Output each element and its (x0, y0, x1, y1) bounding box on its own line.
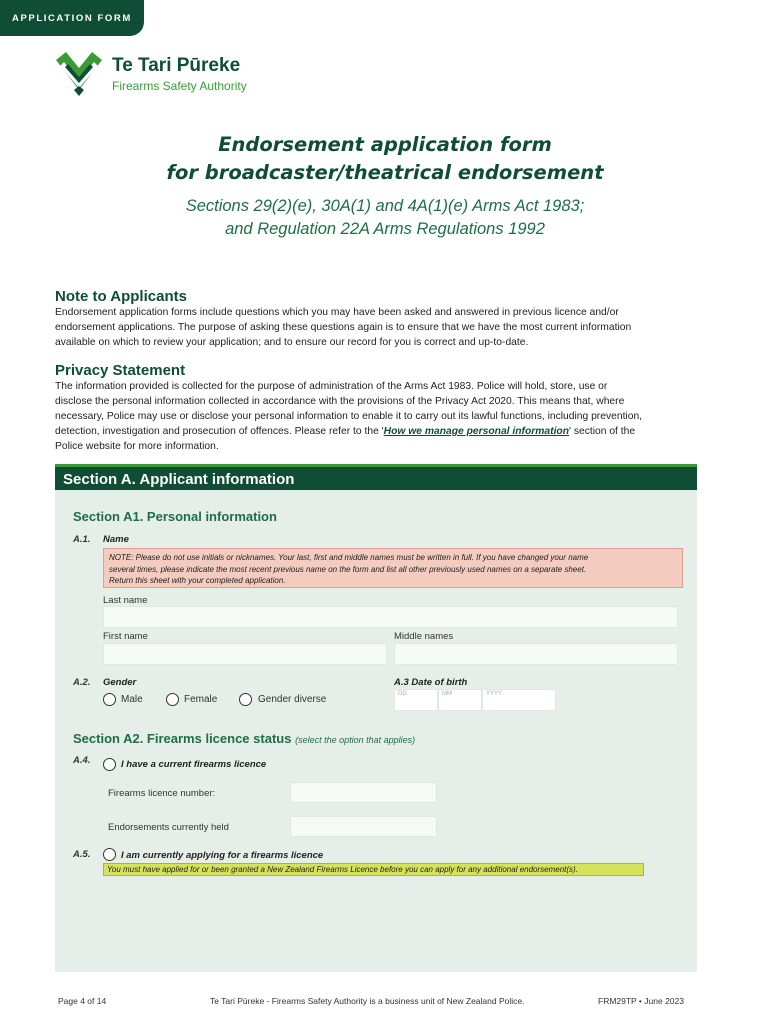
gender-label: Gender (103, 677, 137, 688)
dob-day-field[interactable]: DD (394, 689, 438, 711)
form-subtitle-line1: Sections 29(2)(e), 30A(1) and 4A(1)(e) Arms Act 1983; (185, 197, 585, 215)
footer-organisation: Te Tari Pūreke - Firearms Safety Authority is a business unit of New Zealand Police. (210, 996, 525, 1006)
section-a1-heading: Section A1. Personal information (73, 509, 277, 524)
endorsements-held-field[interactable] (290, 816, 437, 837)
note-to-applicants-heading: Note to Applicants (55, 288, 187, 305)
gender-female-label: Female (184, 694, 218, 705)
question-a1-number: A.1. (73, 534, 91, 545)
licence-number-label: Firearms licence number: (108, 788, 216, 799)
applying-licence-radio[interactable] (103, 848, 116, 861)
first-name-field[interactable] (103, 643, 387, 665)
section-a-heading: Section A. Applicant information (55, 464, 697, 490)
question-a5-number: A.5. (73, 849, 91, 860)
current-licence-radio[interactable] (103, 758, 116, 771)
name-label: Name (103, 534, 129, 545)
form-title-line1: Endorsement application form (218, 133, 552, 156)
middle-names-label: Middle names (394, 631, 454, 642)
current-licence-label: I have a current firearms licence (121, 759, 267, 770)
brand-subtitle: Firearms Safety Authority (112, 79, 247, 93)
endorsements-held-label: Endorsements currently held (108, 822, 229, 833)
section-a2-hint: (select the option that applies) (295, 735, 416, 745)
gender-male-radio[interactable] (103, 693, 116, 706)
gender-female-radio[interactable] (166, 693, 179, 706)
privacy-statement-text: The information provided is collected for the purpose of administration of the Arms Act 1983. Police will hold, store, use or disclose the personal information collected in accordance with the provisions of the Privacy Act 2020. This means that, where necessary, Police may use or disclose your personal information to enable it to carry out its lawful functions, including prevention, detection, investigation and prosecution of offences. Please refer to the 'How we manage personal information' section of the Police website for more information. (55, 381, 643, 452)
form-title-line2: for broadcaster/theatrical endorsement (166, 161, 604, 184)
last-name-field[interactable] (103, 606, 678, 628)
last-name-label: Last name (103, 595, 148, 606)
gender-diverse-radio[interactable] (239, 693, 252, 706)
licence-number-field[interactable] (290, 782, 437, 803)
name-note: NOTE: Please do not use initials or nicknames. Your last, first and middle names must be written in full. If you have changed your name several times, please indicate the most recent previous name on the form and list all other previously used names on a separate sheet. Return this sheet with your completed application. (103, 548, 683, 588)
footer-page-number: Page 4 of 14 (58, 996, 107, 1006)
firearms-authority-logo-icon (54, 50, 104, 98)
middle-names-field[interactable] (394, 643, 678, 665)
gender-diverse-label: Gender diverse (258, 694, 327, 705)
question-a2-number: A.2. (73, 677, 91, 688)
question-a4-number: A.4. (73, 755, 91, 766)
form-subtitle-line2: and Regulation 22A Arms Regulations 1992 (225, 220, 545, 238)
dob-month-field[interactable]: MM (438, 689, 482, 711)
first-name-label: First name (103, 631, 148, 642)
dob-year-field[interactable]: YYYY (482, 689, 556, 711)
section-a-panel (55, 464, 697, 972)
footer-form-code: FRM29TP • June 2023 (598, 996, 684, 1006)
section-a2-heading: Section A2. Firearms licence status (select the option that applies) (73, 731, 416, 746)
application-form-tab: APPLICATION FORM (0, 0, 144, 36)
note-to-applicants-text: Endorsement application forms include questions which you may have been asked and answered in previous licence and/or endorsement applications. The purpose of asking these questions again is to ensure that we have the most current information available on which to review your application; and to ensure our record for you is correct and up-to-date. (55, 307, 632, 348)
privacy-statement-heading: Privacy Statement (55, 362, 186, 379)
date-of-birth-label: A.3 Date of birth (394, 677, 468, 688)
gender-male-label: Male (121, 694, 143, 705)
licence-requirement-notice: You must have applied for or been granted a New Zealand Firearms Licence before you can apply for any additional endorsement(s). (103, 863, 644, 876)
applying-licence-label: I am currently applying for a firearms licence (121, 850, 324, 861)
privacy-link[interactable]: How we manage personal information (383, 426, 570, 437)
brand-name: Te Tari Pūreke (112, 55, 241, 76)
